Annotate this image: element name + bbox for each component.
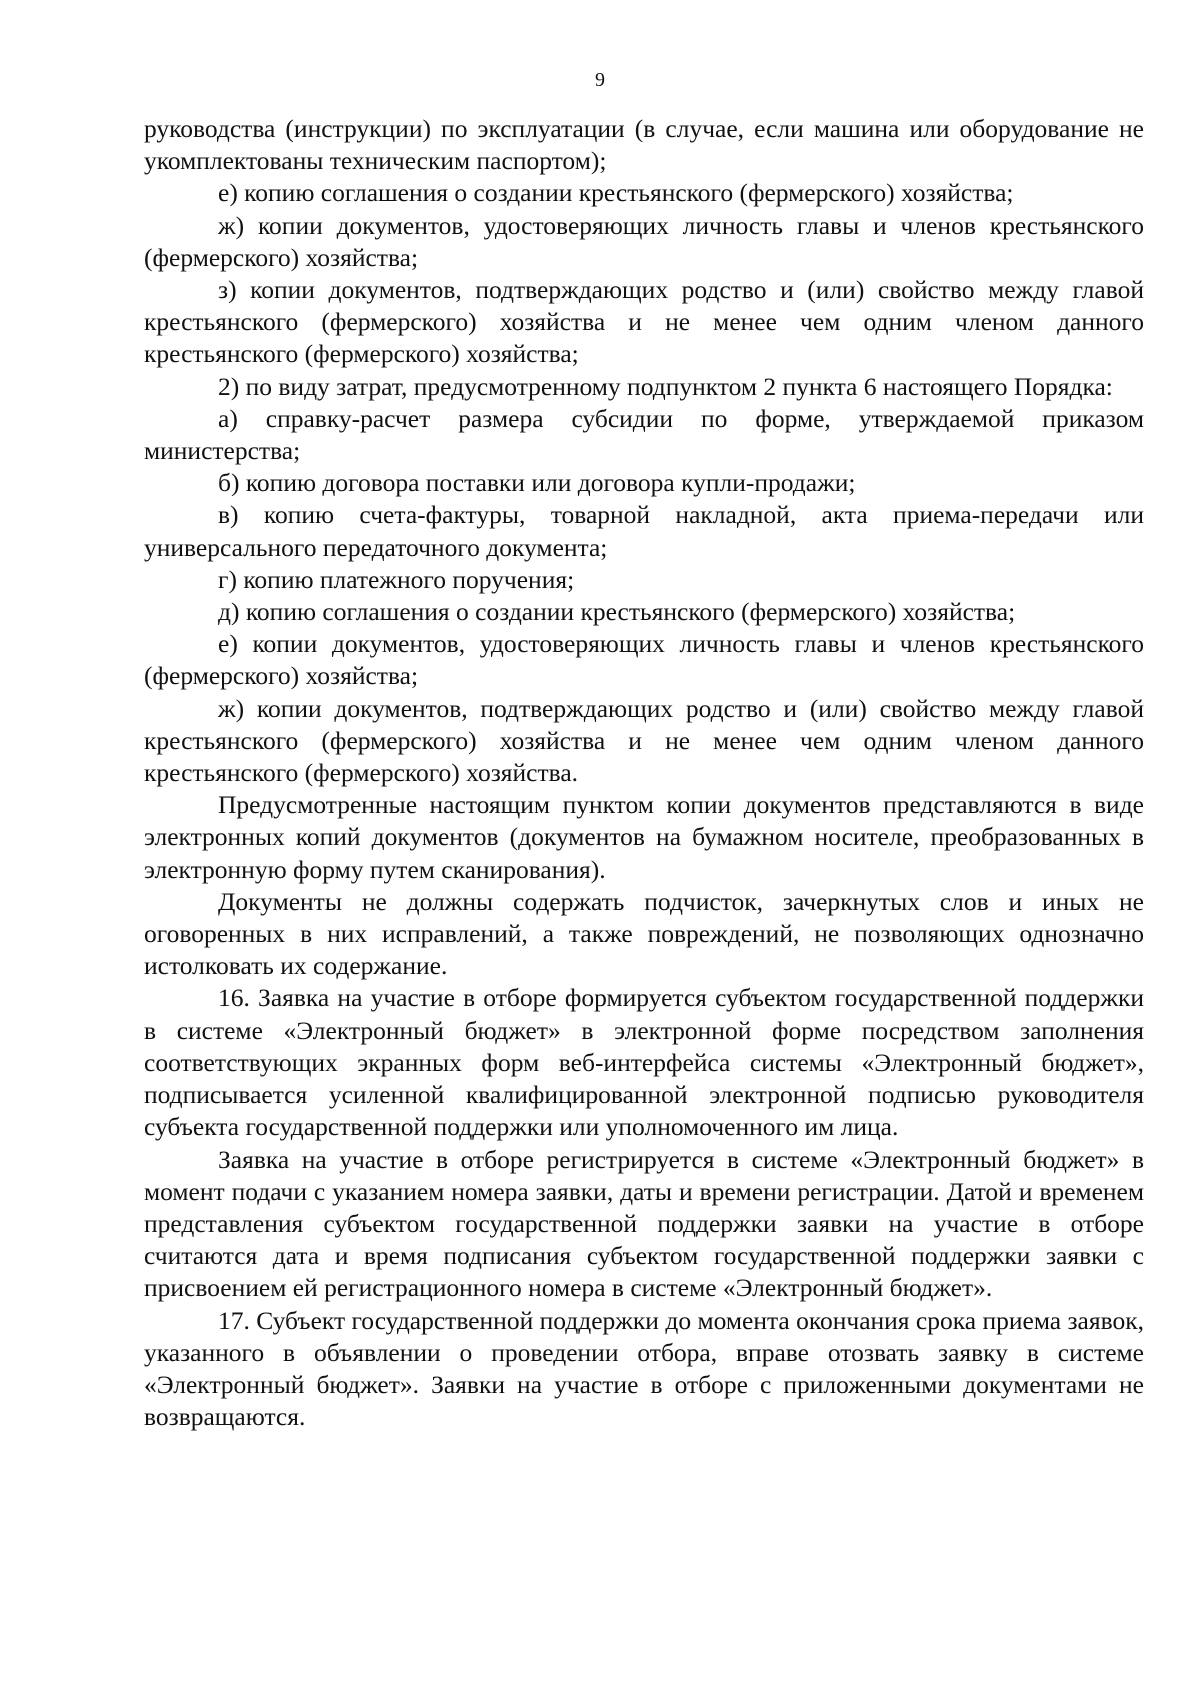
paragraph: б) копию договора поставки или договора купли-продажи; [218,468,856,498]
paragraph: з) копии документов, подтверждающих родство и (или) свойство между главой крестьянского (фермерского) хозяйства и не менее чем одним членом данного крестьянского (фермерского) хозяйства; [144,275,1144,369]
paragraph: ж) копии документов, удостоверяющих личность главы и членов крестьянского (фермерского) хозяйства; [144,210,1144,272]
document-body [144,113,1144,1433]
paragraph: в) копию счета-фактуры, товарной накладной, акта приема-передачи или универсального передаточного документа; [144,500,1144,562]
paragraph: г) копию платежного поручения; [218,564,575,594]
paragraph: 17. Субъект государственной поддержки до момента окончания срока приема заявок, указанного в объявлении о проведении отбора, вправе отозвать заявку в системе «Электронный бюджет». Заявки на участие в отборе с приложенными документами не возвращаются. [144,1305,1144,1432]
paragraph: 2) по виду затрат, предусмотренному подпунктом 2 пункта 6 настоящего Порядка: [218,371,1113,401]
paragraph: а) справку-расчет размера субсидии по форме, утверждаемой приказом министерства; [144,403,1144,466]
paragraph: 16. Заявка на участие в отборе формируется субъектом государственной поддержки в системе «Электронный бюджет» в электронной форме посредством заполнения соответствующих экранных форм веб-интерфейса системы «Электронный бюджет», подписывается усиленной квалифицированной электронной подписью руководителя субъекта государственной поддержки или уполномоченного им лица. [144,983,1144,1142]
page-number: 9 [595,69,605,91]
paragraph: д) копию соглашения о создании крестьянского (фермерского) хозяйства; [218,597,1016,627]
paragraph: е) копии документов, удостоверяющих личность главы и членов крестьянского (фермерского) хозяйства; [144,629,1144,691]
paragraph: Документы не должны содержать подчисток, зачеркнутых слов и иных не оговоренных в них исправлений, а также повреждений, не позволяющих однозначно истолковать их содержание. [144,886,1144,981]
paragraph: Заявка на участие в отборе регистрируется в системе «Электронный бюджет» в момент подачи с указанием номера заявки, даты и времени регистрации. Датой и временем представления субъектом государственной поддержки заявки на участие в отборе считаются дата и время подписания субъектом государственной поддержки заявки с присвоением ей регистрационного номера в системе «Электронный бюджет». [144,1144,1144,1303]
paragraph: ж) копии документов, подтверждающих родство и (или) свойство между главой крестьянского (фермерского) хозяйства и не менее чем одним членом данного крестьянского (фермерского) хозяйства. [144,693,1144,788]
paragraph: е) копию соглашения о создании крестьянского (фермерского) хозяйства; [218,178,1014,208]
paragraph: руководства (инструкции) по эксплуатации (в случае, если машина или оборудование не укомплектованы техническим паспортом); [144,114,1144,176]
paragraph: Предусмотренные настоящим пунктом копии документов представляются в виде электронных копий документов (документов на бумажном носителе, преобразованных в электронную форму путем сканирования). [144,790,1144,884]
